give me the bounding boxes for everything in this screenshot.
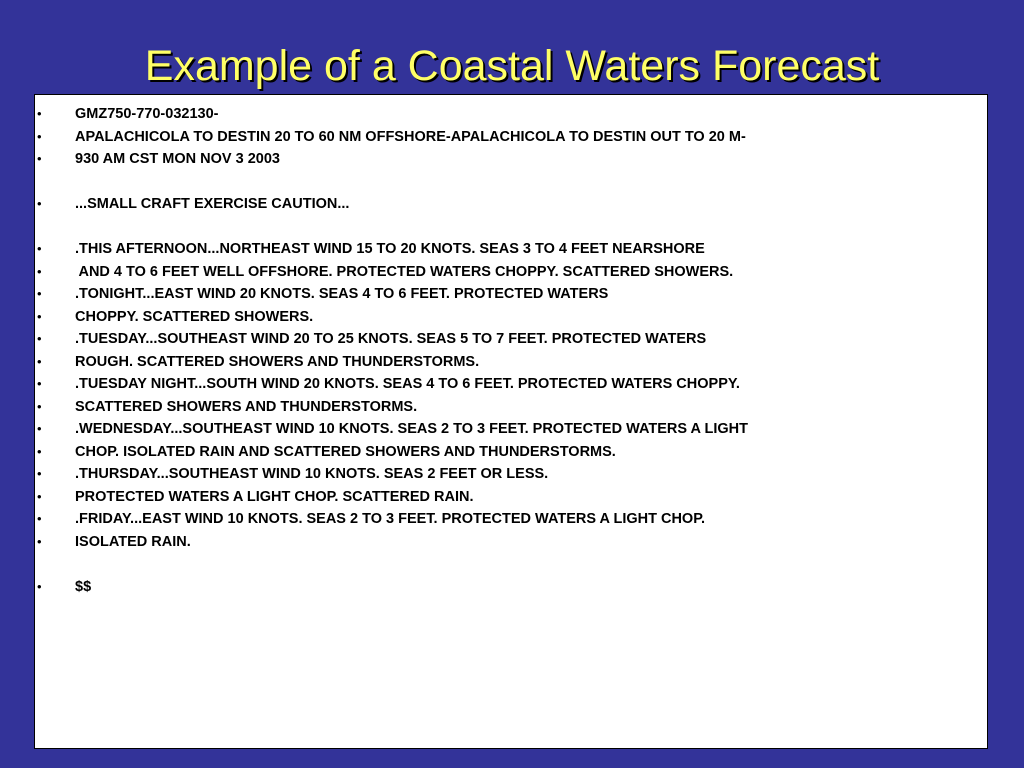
forecast-line — [35, 576, 748, 599]
bullet-icon: • — [37, 263, 42, 279]
forecast-line — [35, 126, 748, 149]
blank-line — [35, 216, 748, 239]
forecast-line — [35, 508, 748, 531]
bullet-icon: • — [37, 353, 42, 369]
blank-line — [35, 171, 748, 194]
forecast-line-text: CHOPPY. SCATTERED SHOWERS. — [75, 308, 314, 325]
forecast-line — [35, 261, 748, 284]
forecast-line-text: .WEDNESDAY...SOUTHEAST WIND 10 KNOTS. SEAS 2 TO 3 FEET. PROTECTED WATERS A LIGHT — [75, 421, 748, 437]
forecast-line — [35, 441, 748, 464]
forecast-line-text: .THURSDAY...SOUTHEAST WIND 10 KNOTS. SEAS 2 FEET OR LESS. — [75, 466, 549, 482]
bullet-icon: • — [37, 286, 42, 301]
forecast-line-text: .TONIGHT...EAST WIND 20 KNOTS. SEAS 4 TO 6 FEET. PROTECTED WATERS — [75, 286, 609, 302]
forecast-line — [35, 148, 748, 171]
bullet-icon: • — [37, 106, 42, 121]
forecast-line-text: APALACHICOLA TO DESTIN 20 TO 60 NM OFFSHORE-APALACHICOLA TO DESTIN OUT TO 20 M- — [75, 128, 746, 145]
forecast-line-text: .TUESDAY...SOUTHEAST WIND 20 TO 25 KNOTS. SEAS 5 TO 7 FEET. PROTECTED WATERS — [75, 331, 707, 347]
bullet-icon: • — [37, 376, 42, 391]
forecast-line-text: ISOLATED RAIN. — [75, 533, 191, 550]
forecast-line — [35, 351, 748, 374]
forecast-text-box — [34, 94, 988, 749]
forecast-line-text: PROTECTED WATERS A LIGHT CHOP. SCATTERED RAIN. — [75, 488, 474, 505]
forecast-line — [35, 418, 748, 441]
bullet-icon: • — [37, 443, 42, 459]
bullet-icon: • — [37, 128, 42, 144]
forecast-line-text: .TUESDAY NIGHT...SOUTH WIND 20 KNOTS. SEAS 4 TO 6 FEET. PROTECTED WATERS CHOPPY. — [75, 376, 740, 392]
forecast-line — [35, 103, 748, 126]
bullet-icon: • — [37, 488, 42, 504]
forecast-line — [35, 373, 748, 396]
bullet-icon: • — [37, 578, 42, 594]
forecast-line — [35, 283, 748, 306]
forecast-line-text: .FRIDAY...EAST WIND 10 KNOTS. SEAS 2 TO 3 FEET. PROTECTED WATERS A LIGHT CHOP. — [75, 511, 706, 527]
forecast-line — [35, 486, 748, 509]
bullet-icon: • — [37, 241, 42, 256]
blank-line — [35, 553, 748, 576]
slide-title: Example of a Coastal Waters Forecast — [144, 42, 880, 90]
forecast-line-text: ROUGH. SCATTERED SHOWERS AND THUNDERSTORMS. — [75, 353, 480, 370]
forecast-line-text: AND 4 TO 6 FEET WELL OFFSHORE. PROTECTED WATERS CHOPPY. SCATTERED SHOWERS. — [75, 263, 734, 280]
forecast-line-text: GMZ750-770-032130- — [75, 106, 219, 122]
bullet-icon: • — [37, 466, 42, 481]
forecast-line — [35, 306, 748, 329]
bullet-icon: • — [37, 533, 42, 549]
bullet-icon: • — [37, 511, 42, 526]
bullet-icon: • — [37, 196, 42, 211]
bullet-icon: • — [37, 308, 42, 324]
forecast-line — [35, 328, 748, 351]
bullet-icon: • — [37, 331, 42, 346]
forecast-line-text: 930 AM CST MON NOV 3 2003 — [75, 151, 280, 167]
bullet-icon: • — [37, 151, 42, 166]
bullet-icon: • — [37, 421, 42, 436]
bullet-icon: • — [37, 398, 42, 414]
forecast-line-text: CHOP. ISOLATED RAIN AND SCATTERED SHOWERS AND THUNDERSTORMS. — [75, 443, 616, 460]
forecast-line — [35, 463, 748, 486]
forecast-bullet-list — [35, 103, 748, 598]
forecast-line-text: .THIS AFTERNOON...NORTHEAST WIND 15 TO 20 KNOTS. SEAS 3 TO 4 FEET NEARSHORE — [75, 241, 705, 257]
forecast-line-text: $$ — [75, 578, 92, 595]
forecast-line — [35, 531, 748, 554]
forecast-line-text: ...SMALL CRAFT EXERCISE CAUTION... — [75, 196, 350, 212]
forecast-line — [35, 396, 748, 419]
forecast-line-text: SCATTERED SHOWERS AND THUNDERSTORMS. — [75, 398, 418, 415]
forecast-line — [35, 238, 748, 261]
forecast-line — [35, 193, 748, 216]
